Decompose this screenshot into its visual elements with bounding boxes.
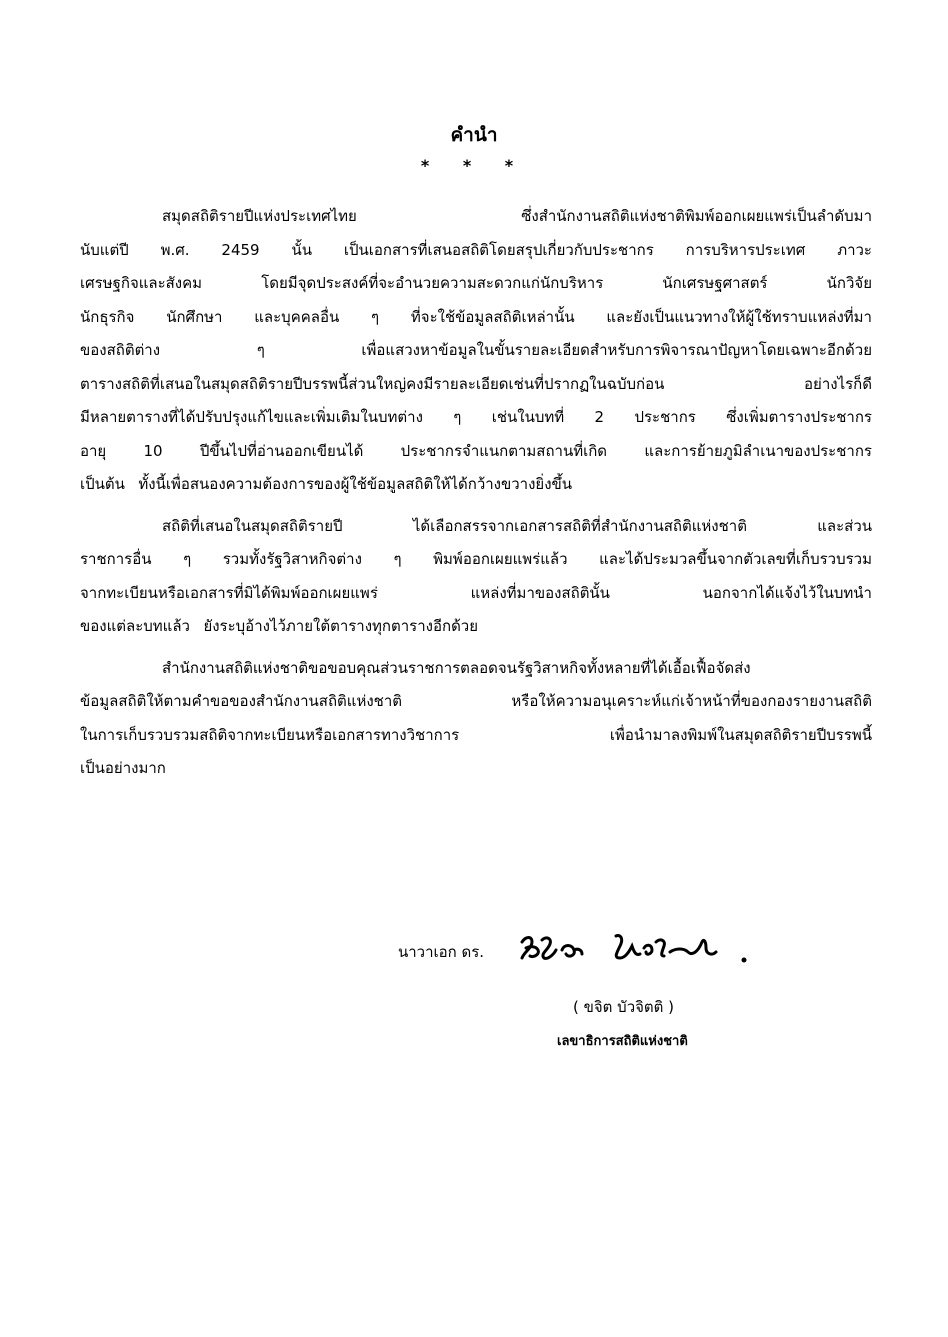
text-line	[80, 685, 872, 719]
text-word: เช่นในบทที่	[491, 408, 565, 426]
text-word: พ.ศ.	[160, 240, 190, 259]
signer-rank: นาวาเอก ดร.	[398, 943, 485, 961]
text-word: 2459	[221, 240, 260, 259]
text-word: นอกจากได้แจ้งไว้ในบทนำ	[702, 583, 872, 602]
text-word: ของแต่ละบทแล้ว	[80, 617, 190, 635]
text-line	[80, 543, 872, 577]
text-word: เป็นเอกสารที่เสนอสถิติโดยสรุปเกี่ยวกับประชากร	[343, 240, 654, 259]
text-word: ข้อมูลสถิติให้ตามคำขอของสำนักงานสถิติแห่งชาติ	[80, 692, 403, 710]
text-line	[80, 200, 872, 234]
heading-ornament: * * *	[420, 156, 528, 175]
text-line	[80, 719, 872, 753]
text-word: เพื่อแสวงหาข้อมูลในขั้นรายละเอียดสำหรับการพิจารณาปัญหาโดยเฉพาะอีกด้วย	[361, 341, 872, 359]
text-word: อย่างไรก็ดี	[804, 374, 872, 393]
text-word: ซึ่งสำนักงานสถิติแห่งชาติพิมพ์ออกเผยแพร่เป็นลำดับมา	[521, 207, 872, 225]
text-line	[80, 652, 872, 686]
text-word: ยังระบุอ้างไว้ภายใต้ตารางทุกตารางอีกด้วย	[203, 617, 479, 635]
text-line	[80, 752, 872, 786]
text-word: ภาวะ	[837, 240, 872, 259]
text-word: ๆ	[183, 550, 192, 568]
text-word: ของสถิติต่าง	[80, 341, 161, 359]
signer-printed-name: ( ขจิต บัวจิตติ )	[573, 998, 675, 1016]
text-word: พิมพ์ออกเผยแพร่แล้ว	[433, 550, 568, 568]
text-line	[80, 301, 872, 335]
text-word: สำนักงานสถิติแห่งชาติขอขอบคุณส่วนราชการตลอดจนรัฐวิสาหกิจทั้งหลายที่ได้เอื้อเฟื้อจัดส่ง	[162, 658, 751, 677]
text-line	[80, 610, 872, 644]
text-word: ๆ	[256, 341, 265, 359]
text-word: นักธุรกิจ	[80, 307, 135, 326]
text-word: ประชากร	[634, 408, 696, 426]
text-line	[80, 435, 872, 469]
text-line	[80, 401, 872, 435]
text-word: และบุคคลอื่น	[254, 307, 340, 326]
text-word: และการย้ายภูมิลำเนาของประชากร	[644, 441, 872, 460]
text-line	[80, 468, 872, 502]
text-word: ๆ	[371, 307, 380, 326]
text-word: ที่จะใช้ข้อมูลสถิติเหล่านั้น	[410, 307, 575, 326]
text-line	[80, 510, 872, 544]
paragraph-1	[80, 200, 872, 502]
text-word: ราชการอื่น	[80, 550, 152, 568]
text-word: เป็นอย่างมาก	[80, 759, 166, 777]
text-word: 10	[143, 441, 163, 460]
text-word: ซึ่งเพิ่มตารางประชากร	[726, 408, 872, 426]
text-line	[80, 368, 872, 402]
text-word: ตารางสถิติที่เสนอในสมุดสถิติรายปีบรรพนี้ส่วนใหญ่คงมีรายละเอียดเช่นที่ปรากฏในฉบับก่อน	[80, 374, 665, 393]
text-word: เพื่อนำมาลงพิมพ์ในสมุดสถิติรายปีบรรพนี้	[609, 725, 872, 744]
text-word: รวมทั้งรัฐวิสาหกิจต่าง	[222, 550, 362, 568]
text-word: และยังเป็นแนวทางให้ผู้ใช้ทราบแหล่งที่มา	[606, 307, 872, 326]
text-word: 2	[594, 408, 605, 426]
text-word: จากทะเบียนหรือเอกสารที่มิได้พิมพ์ออกเผยแพร่	[80, 583, 378, 602]
text-line	[80, 334, 872, 368]
handwritten-signature	[516, 928, 756, 968]
text-word: นับแต่ปี	[80, 240, 129, 259]
text-word: ทั้งนี้เพื่อสนองความต้องการของผู้ใช้ข้อมูลสถิติให้ได้กว้างขวางยิ่งขึ้น	[138, 475, 573, 493]
text-line	[80, 267, 872, 301]
text-word: นักเศรษฐศาสตร์	[662, 274, 768, 292]
text-word: ได้เลือกสรรจากเอกสารสถิติที่สำนักงานสถิติแห่งชาติ	[412, 516, 747, 535]
text-word: เศรษฐกิจและสังคม	[80, 274, 203, 292]
text-word: อายุ	[80, 441, 107, 460]
signer-position: เลขาธิการสถิติแห่งชาติ	[557, 1034, 688, 1049]
text-word: ประชากรจำแนกตามสถานที่เกิด	[400, 441, 608, 460]
signature-block	[398, 928, 798, 968]
text-word: ปีขึ้นไปที่อ่านออกเขียนได้	[199, 441, 364, 460]
text-word: นักศึกษา	[166, 307, 223, 326]
text-word: นั้น	[291, 240, 312, 259]
text-word: ๆ	[453, 408, 462, 426]
text-word: แหล่งที่มาของสถิตินั้น	[470, 583, 610, 602]
text-word: ในการเก็บรวบรวมสถิติจากทะเบียนหรือเอกสารทางวิชาการ	[80, 725, 460, 744]
text-word: สถิติที่เสนอในสมุดสถิติรายปี	[162, 516, 343, 535]
page-heading: คำนำ	[450, 124, 498, 146]
text-word: มีหลายตารางที่ได้ปรับปรุงแก้ไขและเพิ่มเติมในบทต่าง	[80, 408, 423, 426]
text-line	[80, 234, 872, 268]
text-word: เป็นต้น	[80, 475, 125, 493]
text-word: สมุดสถิติรายปีแห่งประเทศไทย	[162, 207, 357, 225]
preface-body	[80, 200, 872, 794]
text-word: หรือให้ความอนุเคราะห์แก่เจ้าหน้าที่ของกองรายงานสถิติ	[511, 692, 872, 710]
text-word: โดยมีจุดประสงค์ที่จะอำนวยความสะดวกแก่นักบริหาร	[261, 274, 604, 292]
text-word: และส่วน	[817, 516, 872, 535]
paragraph-3	[80, 652, 872, 786]
text-word: และได้ประมวลขึ้นจากตัวเลขที่เก็บรวบรวม	[599, 550, 872, 568]
paragraph-2	[80, 510, 872, 644]
text-word: ๆ	[393, 550, 402, 568]
text-line	[80, 577, 872, 611]
text-word: นักวิจัย	[826, 274, 872, 292]
text-word: การบริหารประเทศ	[685, 240, 806, 259]
